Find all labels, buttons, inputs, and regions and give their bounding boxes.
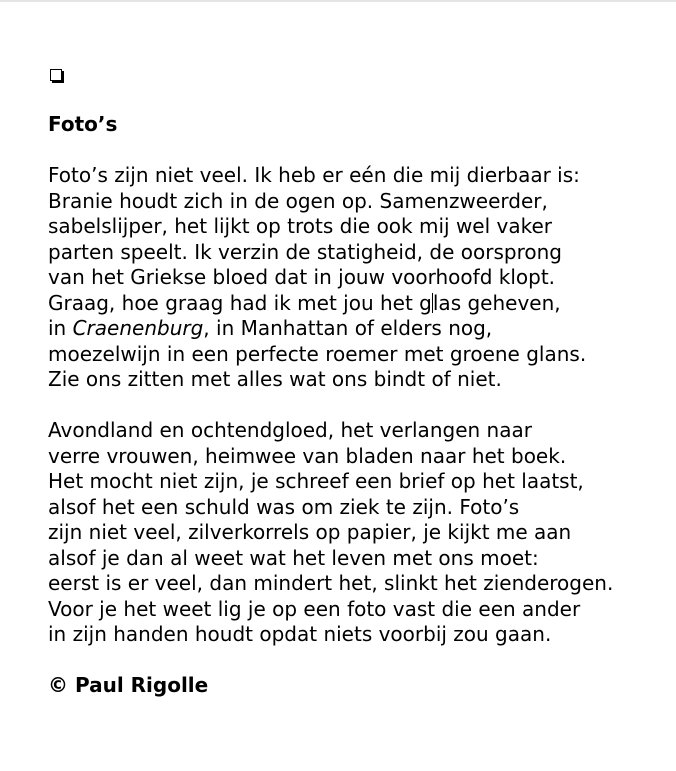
copyright-line: © Paul Rigolle xyxy=(48,673,209,697)
poem-line: van het Griekse bloed dat in jouw voorhoofd klopt. xyxy=(48,265,556,289)
poem-line-part: in xyxy=(48,316,73,340)
poem-line xyxy=(48,316,668,342)
poem-line: Zie ons zitten met alles wat ons bindt of niet. xyxy=(48,367,502,391)
poem-line-part: Graag, hoe graag had ik met jou het g xyxy=(48,290,432,315)
checkbox-row xyxy=(48,60,668,90)
poem-line: parten speelt. Ik verzin de statigheid, de oorsprong xyxy=(48,239,562,264)
ballot-box-icon xyxy=(50,69,62,81)
poem-line: verre vrouwen, heimwee van bladen naar het boek. xyxy=(48,443,567,468)
stanza-2 xyxy=(48,418,668,648)
poem-line: Branie houdt zich in de ogen op. Samenzweerder, xyxy=(48,188,548,213)
poem-line-part: las geheven, xyxy=(432,290,561,315)
stanza-1 xyxy=(48,163,668,393)
poem-line: Voor je het weet lig je op een foto vast die een ander xyxy=(48,596,581,621)
poem-line: Avondland en ochtendgloed, het verlangen naar xyxy=(48,418,532,442)
poem-line: in zijn handen houdt opdat niets voorbij zou gaan. xyxy=(48,622,552,646)
poem-line: sabelslijper, het lijkt op trots die ook mij wel vaker xyxy=(48,214,553,238)
poem-line: zijn niet veel, zilverkorrels op papier, je kijkt me aan xyxy=(48,520,572,544)
poem-line: alsof je dan al weet wat het leven met ons moet: xyxy=(48,545,539,570)
poem-line-italic: Craenenburg xyxy=(72,316,204,340)
document-page[interactable] xyxy=(48,60,668,699)
poem-line: eerst is er veel, dan mindert het, slinkt het zienderogen. xyxy=(48,571,614,595)
poem-line: alsof het een schuld was om ziek te zijn. Foto’s xyxy=(48,494,520,519)
poem-line: Foto’s zijn niet veel. Ik heb er eén die mij dierbaar is: xyxy=(48,163,580,187)
poem-line-part: , in Manhattan of elders nog, xyxy=(203,316,493,340)
poem-line: moezelwijn in een perfecte roemer met groene glans. xyxy=(48,341,587,366)
poem-line xyxy=(48,291,668,317)
poem-title: Foto’s xyxy=(48,112,118,136)
top-border xyxy=(0,0,676,2)
poem-line: Het mocht niet zijn, je schreef een brief op het laatst, xyxy=(48,469,584,493)
